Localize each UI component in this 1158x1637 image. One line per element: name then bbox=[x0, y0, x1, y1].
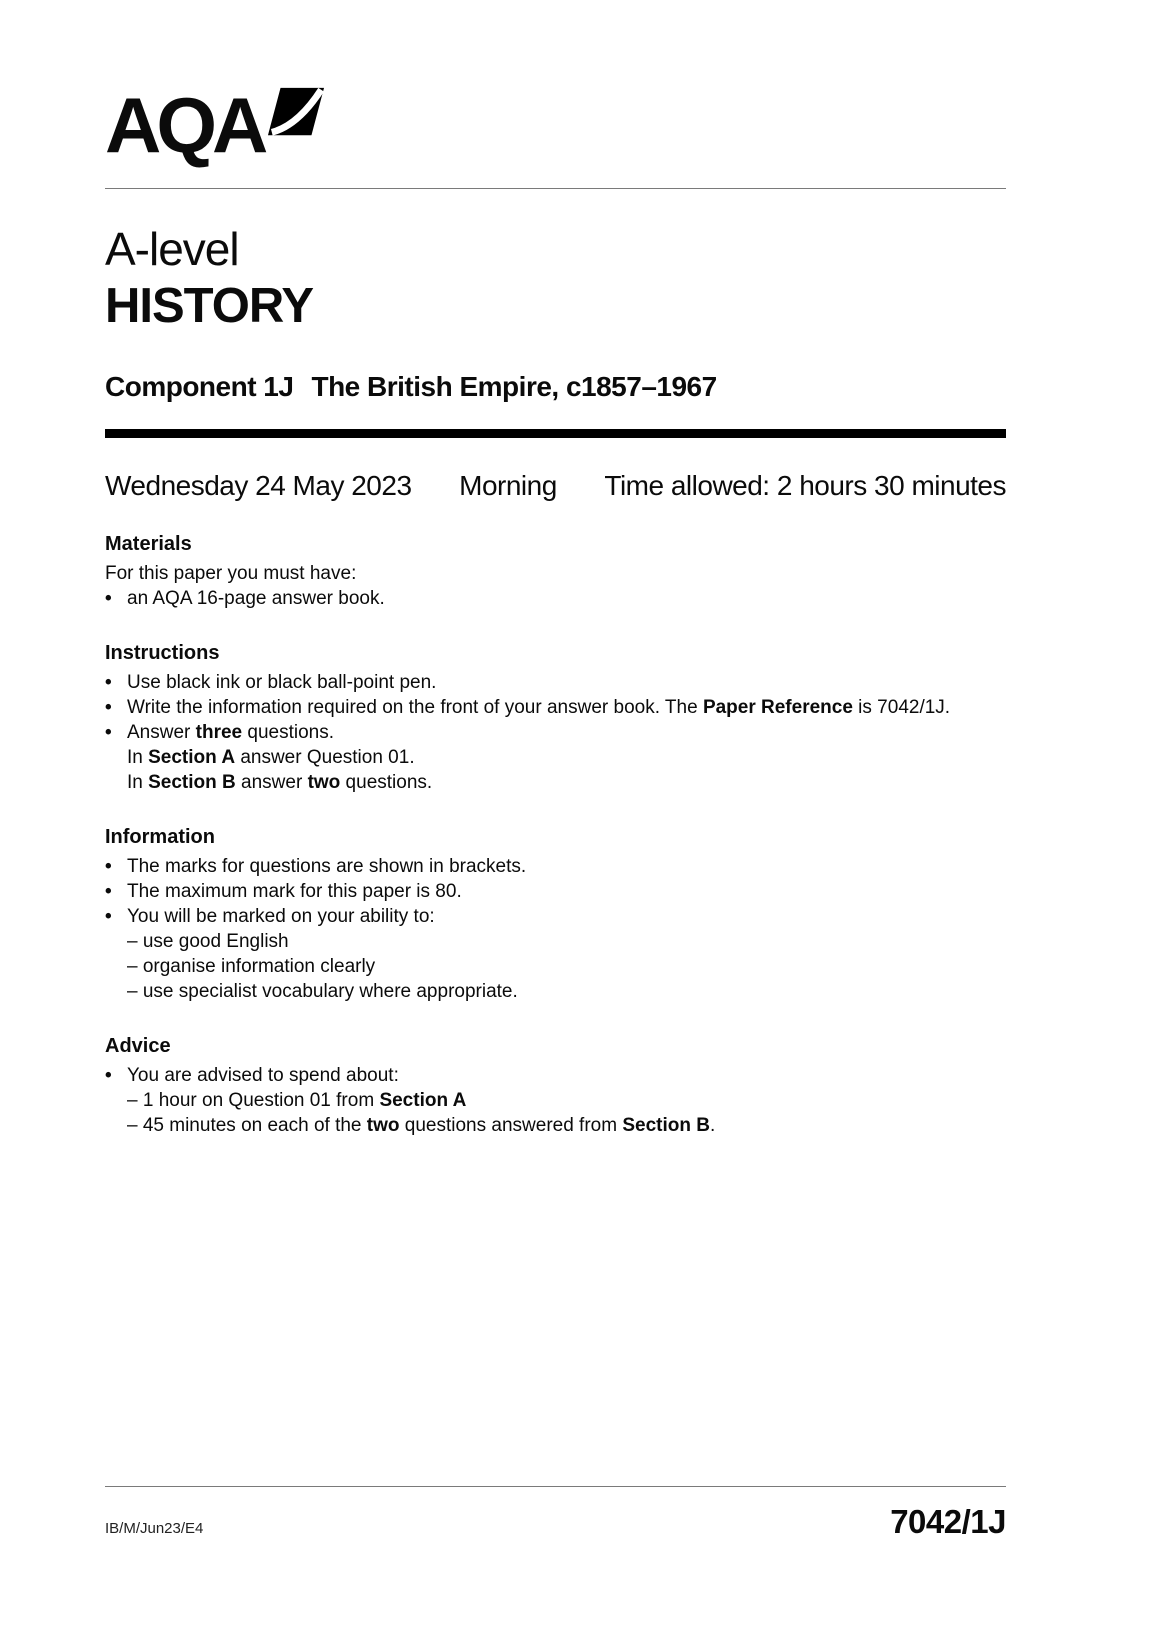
information-item-ability: You will be marked on your ability to: bbox=[127, 905, 435, 927]
section-advice bbox=[105, 1034, 1006, 1138]
advice-subitem-section-a bbox=[105, 1088, 1006, 1113]
section-b-emphasis: Section B bbox=[148, 771, 236, 793]
bullet-icon: • bbox=[105, 587, 112, 609]
paper-reference-emphasis: Paper Reference bbox=[702, 696, 853, 718]
advice-subitem-section-b bbox=[105, 1113, 1006, 1138]
instructions-subitem-section-a bbox=[105, 745, 1006, 770]
aqa-logo bbox=[105, 81, 1006, 169]
advice-heading: Advice bbox=[105, 1034, 171, 1057]
paper-code: 7042/1J bbox=[890, 1503, 1006, 1540]
aqa-leaf-icon bbox=[267, 86, 325, 143]
qualification-title: A-level bbox=[105, 223, 239, 275]
list-item bbox=[105, 586, 1006, 611]
bullet-icon: • bbox=[105, 1064, 112, 1086]
two-emphasis: two bbox=[307, 771, 341, 793]
date-line bbox=[105, 470, 1006, 502]
aqa-logo-text: AQA bbox=[105, 81, 264, 169]
exam-session: Morning bbox=[459, 469, 557, 501]
information-subitem-organise: – organise information clearly bbox=[127, 955, 376, 977]
advice-item-spend: You are advised to spend about: bbox=[127, 1064, 399, 1086]
text-segment: Answer bbox=[127, 721, 196, 743]
section-instructions bbox=[105, 641, 1006, 795]
component-title: The British Empire, c1857–1967 bbox=[311, 370, 717, 402]
footer-row bbox=[105, 1505, 1006, 1538]
information-subitem-vocabulary: – use specialist vocabulary where appropriate. bbox=[127, 980, 518, 1002]
list-item bbox=[105, 854, 1006, 879]
list-item bbox=[105, 670, 1006, 695]
text-segment: is 7042/1J. bbox=[852, 696, 951, 718]
list-item bbox=[105, 879, 1006, 904]
instructions-heading: Instructions bbox=[105, 641, 220, 664]
text-segment: Write the information required on the front of your answer book. The bbox=[127, 696, 703, 718]
text-segment: In bbox=[127, 771, 149, 793]
list-item bbox=[105, 904, 1006, 929]
subject-title: HISTORY bbox=[105, 279, 314, 334]
list-item bbox=[105, 1063, 1006, 1088]
information-item-marks: The marks for questions are shown in brackets. bbox=[127, 855, 527, 877]
text-segment: questions answered from bbox=[399, 1114, 623, 1136]
footer-rule bbox=[105, 1486, 1006, 1487]
text-segment: In bbox=[127, 746, 149, 768]
text-segment: answer Question 01. bbox=[235, 746, 415, 768]
text-segment: – 1 hour on Question 01 from bbox=[127, 1089, 380, 1111]
section-b-emphasis: Section B bbox=[622, 1114, 710, 1136]
time-allowed: Time allowed: 2 hours 30 minutes bbox=[604, 469, 1006, 501]
bullet-icon: • bbox=[105, 696, 112, 718]
section-a-emphasis: Section A bbox=[148, 746, 236, 768]
bullet-icon: • bbox=[105, 721, 112, 743]
title-block bbox=[105, 225, 1006, 333]
information-item-max-mark: The maximum mark for this paper is 80. bbox=[127, 880, 462, 902]
component-line bbox=[105, 371, 1006, 403]
materials-item: an AQA 16-page answer book. bbox=[127, 587, 385, 609]
section-information bbox=[105, 825, 1006, 1004]
two-emphasis: two bbox=[366, 1114, 400, 1136]
title-divider-bar bbox=[105, 429, 1006, 438]
bullet-icon: • bbox=[105, 855, 112, 877]
bullet-icon: • bbox=[105, 880, 112, 902]
list-item bbox=[105, 720, 1006, 745]
materials-heading: Materials bbox=[105, 532, 192, 555]
text-segment: – 45 minutes on each of the bbox=[127, 1114, 367, 1136]
bullet-icon: • bbox=[105, 671, 112, 693]
header-rule bbox=[105, 188, 1006, 189]
information-subitem-english: – use good English bbox=[127, 930, 289, 952]
instructions-subitem-section-b bbox=[105, 770, 1006, 795]
page-footer bbox=[105, 1486, 1006, 1538]
three-emphasis: three bbox=[195, 721, 243, 743]
instructions-item-ink: Use black ink or black ball-point pen. bbox=[127, 671, 437, 693]
exam-date: Wednesday 24 May 2023 bbox=[105, 469, 412, 501]
section-a-emphasis: Section A bbox=[379, 1089, 467, 1111]
reference-code: IB/M/Jun23/E4 bbox=[105, 1520, 204, 1537]
instructions-item-answer-book bbox=[127, 695, 1006, 720]
bullet-icon: • bbox=[105, 905, 112, 927]
section-materials bbox=[105, 532, 1006, 611]
text-segment: questions. bbox=[242, 721, 335, 743]
information-heading: Information bbox=[105, 825, 215, 848]
materials-intro: For this paper you must have: bbox=[105, 562, 357, 584]
instructions-item-answer-three bbox=[127, 720, 1006, 745]
component-label: Component 1J bbox=[105, 370, 294, 402]
list-item bbox=[105, 695, 1006, 720]
text-segment: answer bbox=[235, 771, 308, 793]
text-segment: . bbox=[709, 1114, 716, 1136]
text-segment: questions. bbox=[340, 771, 433, 793]
